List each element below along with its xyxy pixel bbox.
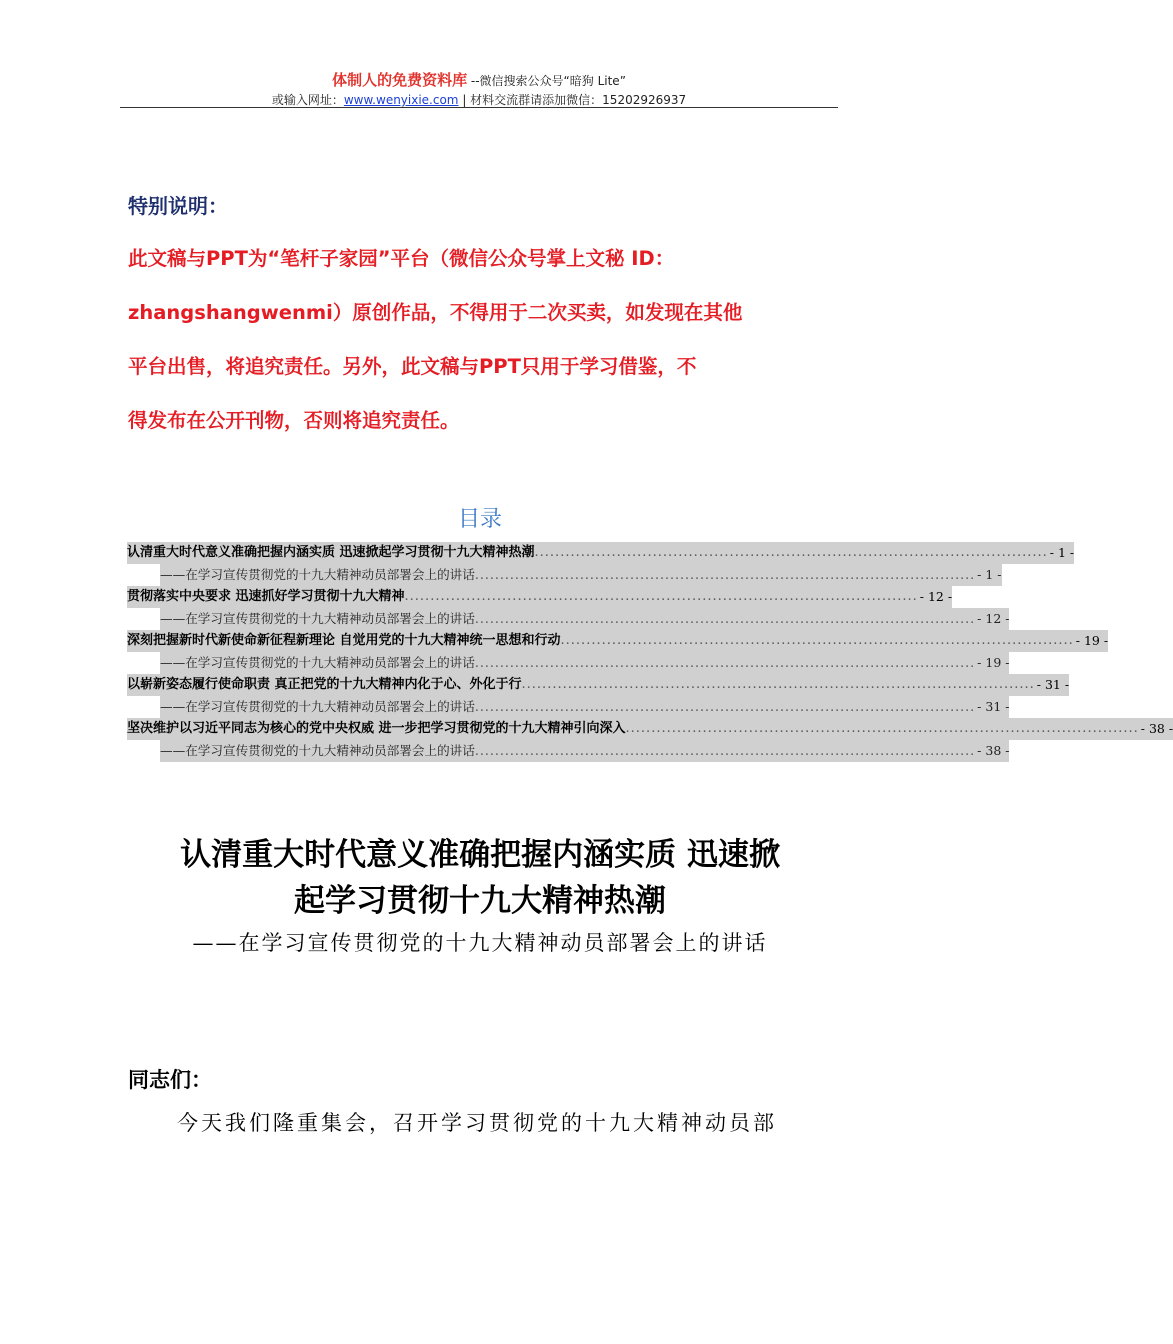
toc-entry-text: ——在学习宣传贯彻党的十九大精神动员部署会上的讲话 [160,740,475,762]
table-of-contents [127,542,1173,762]
toc-page-number: - 19 - [1074,630,1108,652]
toc-page-number: - 12 - [975,608,1009,630]
header-url-prefix: 或输入网址： [271,93,344,107]
note-body [128,232,828,448]
toc-leader-dots: .................................................................................................... [561,630,1074,652]
article-title-line-1: 认清重大时代意义准确把握内涵实质 迅速掀 [180,837,780,873]
toc-entry-text: 认清重大时代意义准确把握内涵实质 迅速掀起学习贯彻十九大精神热潮 [127,542,535,564]
toc-entry[interactable] [127,674,1070,696]
header-line-2 [120,92,838,108]
toc-subentry[interactable] [127,608,1010,630]
toc-entry[interactable] [127,718,1173,740]
toc-entry-text: ——在学习宣传贯彻党的十九大精神动员部署会上的讲话 [160,696,475,718]
toc-leader-dots: .................................................................................................... [475,696,975,718]
article-title [120,832,840,924]
toc-leader-dots: .................................................................................................... [475,608,975,630]
toc-page-number: - 38 - [1139,718,1173,740]
toc-leader-dots: .................................................................................................... [475,564,975,586]
toc-leader-dots: .................................................................................................... [475,652,975,674]
toc-entry-text: ——在学习宣传贯彻党的十九大精神动员部署会上的讲话 [160,608,475,630]
toc-page-number: - 12 - [918,586,952,608]
toc-entry[interactable] [127,586,953,608]
toc-leader-dots: .................................................................................................... [522,674,1035,696]
toc-page-number: - 1 - [975,564,1001,586]
toc-page-number: - 1 - [1048,542,1074,564]
note-line: 此文稿与PPT为“笔杆子家园”平台（微信公众号掌上文秘 ID： [128,247,675,270]
header-contact: | 材料交流群请添加微信：15202926937 [458,93,687,107]
toc-entry-text: ——在学习宣传贯彻党的十九大精神动员部署会上的讲话 [160,652,475,674]
article-greeting: 同志们： [128,1067,212,1092]
toc-subentry[interactable] [127,652,1010,674]
toc-title: 目录 [457,507,502,532]
header-divider [120,107,838,108]
header-brand: 体制人的免费资料库 [332,71,468,89]
toc-leader-dots: .................................................................................................... [626,718,1139,740]
toc-page-number: - 31 - [975,696,1009,718]
toc-leader-dots: .................................................................................................... [535,542,1048,564]
article-title-line-2: 起学习贯彻十九大精神热潮 [294,883,666,919]
note-line: zhangshangwenmi）原创作品，不得用于二次买卖，如发现在其他 [128,301,743,324]
toc-page-number: - 38 - [975,740,1009,762]
toc-page-number: - 31 - [1035,674,1069,696]
toc-entry[interactable] [127,630,1109,652]
toc-entry-text: 坚决维护以习近平同志为核心的党中央权威 进一步把学习贯彻党的十九大精神引向深入 [127,718,626,740]
toc-subentry[interactable] [127,696,1010,718]
toc-entry-text: 贯彻落实中央要求 迅速抓好学习贯彻十九大精神 [127,586,405,608]
toc-subentry[interactable] [127,740,1010,762]
article-subtitle: ——在学习宣传贯彻党的十九大精神动员部署会上的讲话 [192,931,768,955]
toc-entry-text: 以崭新姿态履行使命职责 真正把党的十九大精神内化于心、外化于行 [127,674,522,696]
toc-page-number: - 19 - [975,652,1009,674]
toc-entry-text: 深刻把握新时代新使命新征程新理论 自觉用党的十九大精神统一思想和行动 [127,630,561,652]
toc-leader-dots: .................................................................................................... [475,740,975,762]
toc-leader-dots: .................................................................................................... [405,586,918,608]
header-url-link[interactable]: www.wenyixie.com [343,93,459,107]
note-title: 特别说明： [128,194,228,218]
note-line: 平台出售，将追究责任。另外，此文稿与PPT只用于学习借鉴，不 [128,355,697,378]
header-wechat-hint: --微信搜索公众号“暗狗 Lite” [467,74,626,88]
page-header [120,70,838,108]
note-line: 得发布在公开刊物，否则将追究责任。 [128,409,460,432]
toc-entry[interactable] [127,542,1075,564]
header-line-1 [120,70,838,91]
toc-subentry[interactable] [127,564,1002,586]
toc-entry-text: ——在学习宣传贯彻党的十九大精神动员部署会上的讲话 [160,564,475,586]
article-first-paragraph: 今天我们隆重集会，召开学习贯彻党的十九大精神动员部 [177,1111,777,1135]
